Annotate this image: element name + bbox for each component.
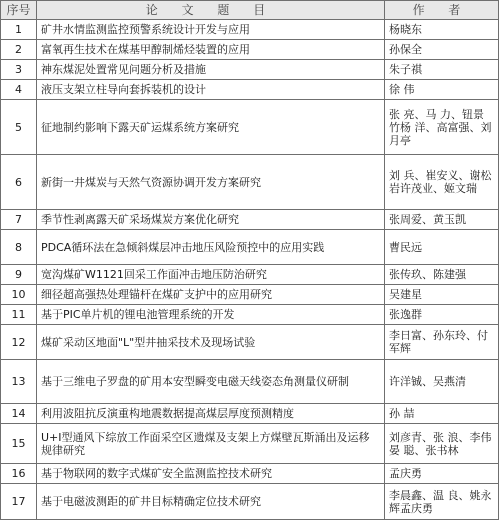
table-row (1, 80, 499, 100)
paper-title: 基于物联网的数字式煤矿安全监测监控技术研究 (37, 464, 385, 484)
table-row (1, 464, 499, 484)
table-row (1, 360, 499, 404)
author-names: 张 亮、马 力、钮景竹杨 洋、高富强、刘月亭 (385, 100, 499, 155)
table-row (1, 40, 499, 60)
author-names: 徐 伟 (385, 80, 499, 100)
table-row (1, 424, 499, 464)
row-number: 3 (1, 60, 37, 80)
row-number: 7 (1, 210, 37, 230)
row-number: 8 (1, 230, 37, 265)
table-row (1, 230, 499, 265)
table-row (1, 155, 499, 210)
paper-title: PDCA循环法在急倾斜煤层冲击地压风险预控中的应用实践 (37, 230, 385, 265)
header-paper-title: 论 文 题 目 (37, 1, 385, 20)
table-row (1, 484, 499, 520)
table-row (1, 325, 499, 360)
paper-title: U+I型通风下综放工作面采空区遗煤及支架上方煤壁瓦斯涌出及运移规律研究 (37, 424, 385, 464)
author-names: 孙保全 (385, 40, 499, 60)
author-names: 张逸群 (385, 305, 499, 325)
author-names: 张周爱、黄玉凯 (385, 210, 499, 230)
row-number: 12 (1, 325, 37, 360)
header-row (1, 1, 499, 20)
row-number: 6 (1, 155, 37, 210)
author-names: 吴建星 (385, 285, 499, 305)
row-number: 5 (1, 100, 37, 155)
row-number: 17 (1, 484, 37, 520)
paper-title: 基于三维电子罗盘的矿用本安型瞬变电磁天线姿态角测量仪研制 (37, 360, 385, 404)
table-row (1, 100, 499, 155)
paper-title: 矿井水情监测监控预警系统设计开发与应用 (37, 20, 385, 40)
table-row (1, 20, 499, 40)
author-names: 朱子祺 (385, 60, 499, 80)
author-names: 刘 兵、崔安义、谢松岩许茂业、姬文瑞 (385, 155, 499, 210)
author-names: 孟庆勇 (385, 464, 499, 484)
header-author: 作 者 (385, 1, 499, 20)
author-names: 张传玖、陈建强 (385, 265, 499, 285)
row-number: 9 (1, 265, 37, 285)
paper-title: 液压支架立柱导向套拆装机的设计 (37, 80, 385, 100)
paper-title: 宽沟煤矿W1121回采工作面冲击地压防治研究 (37, 265, 385, 285)
row-number: 1 (1, 20, 37, 40)
author-names: 孙 喆 (385, 404, 499, 424)
row-number: 10 (1, 285, 37, 305)
row-number: 13 (1, 360, 37, 404)
paper-title: 煤矿采动区地面"L"型井抽采技术及现场试验 (37, 325, 385, 360)
table-row (1, 285, 499, 305)
table-row (1, 404, 499, 424)
row-number: 4 (1, 80, 37, 100)
paper-title: 基于PIC单片机的锂电池管理系统的开发 (37, 305, 385, 325)
author-names: 许洋铖、吴燕清 (385, 360, 499, 404)
author-names: 曹民远 (385, 230, 499, 265)
author-names: 刘彦青、张 浪、李伟晏 聪、张书林 (385, 424, 499, 464)
paper-title: 神东煤泥处置常见问题分析及措施 (37, 60, 385, 80)
paper-title: 季节性剥离露天矿采场煤炭方案优化研究 (37, 210, 385, 230)
table-row (1, 305, 499, 325)
paper-title: 新街一井煤炭与天然气资源协调开发方案研究 (37, 155, 385, 210)
paper-title: 征地制约影响下露天矿运煤系统方案研究 (37, 100, 385, 155)
row-number: 16 (1, 464, 37, 484)
table-row (1, 210, 499, 230)
row-number: 11 (1, 305, 37, 325)
paper-title: 基于电磁波测距的矿井目标精确定位技术研究 (37, 484, 385, 520)
paper-title: 富氧再生技术在煤基甲醇制烯烃装置的应用 (37, 40, 385, 60)
table-row (1, 60, 499, 80)
row-number: 15 (1, 424, 37, 464)
author-names: 杨晓东 (385, 20, 499, 40)
row-number: 14 (1, 404, 37, 424)
author-names: 李晨鑫、温 良、姚永辉孟庆勇 (385, 484, 499, 520)
paper-title: 细径超高强热处理锚杆在煤矿支护中的应用研究 (37, 285, 385, 305)
row-number: 2 (1, 40, 37, 60)
header-serial-number: 序号 (1, 1, 37, 20)
author-names: 李日富、孙东玲、付军辉 (385, 325, 499, 360)
paper-title: 利用波阻抗反演重构地震数据提高煤层厚度预测精度 (37, 404, 385, 424)
table-row (1, 265, 499, 285)
